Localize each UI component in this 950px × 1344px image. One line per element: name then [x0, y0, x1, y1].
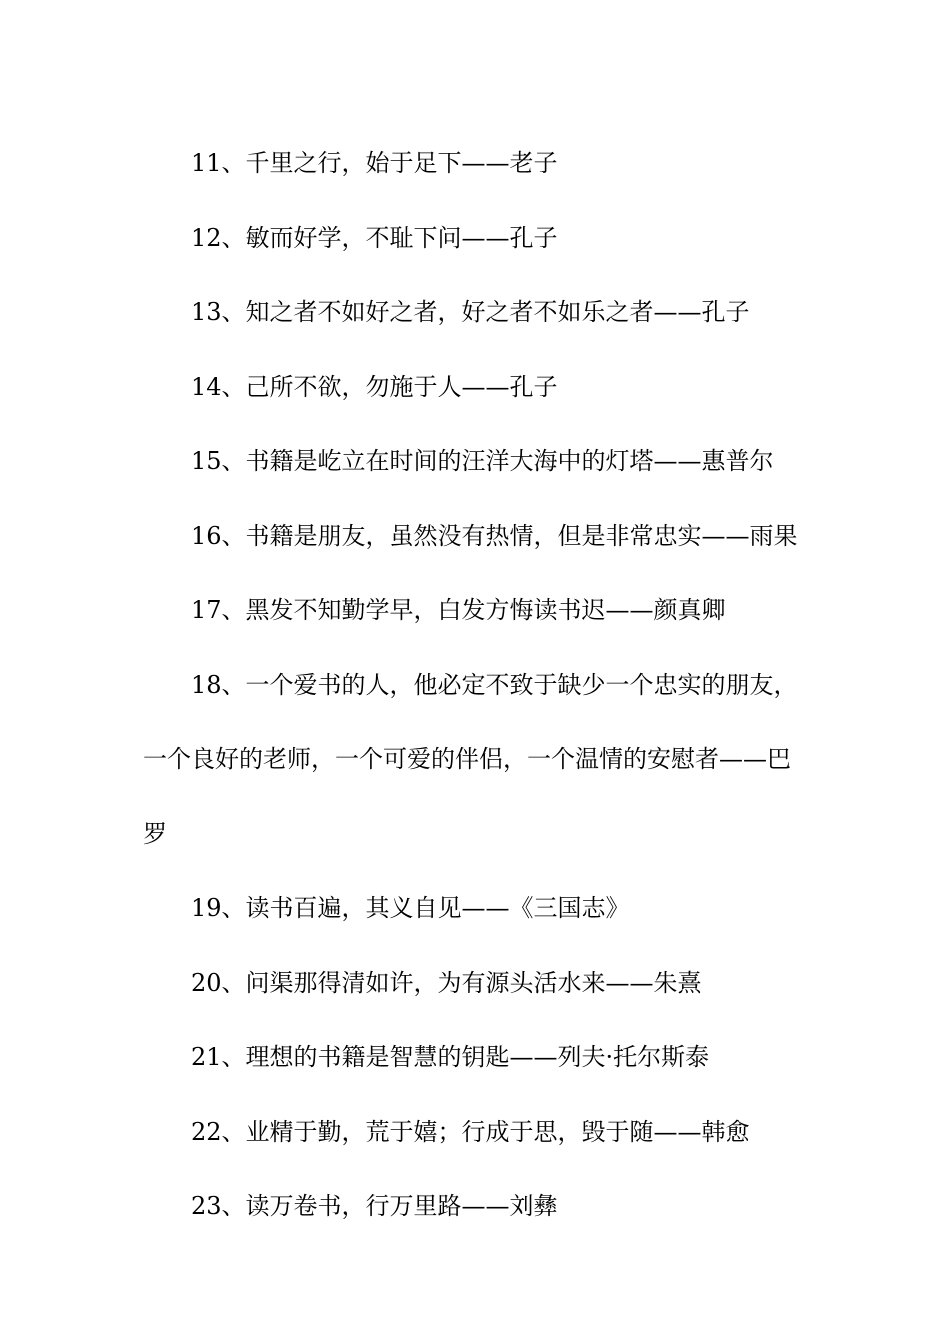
quote-list	[143, 126, 813, 1244]
quote-item: 23、读万卷书，行万里路——刘彝	[191, 1192, 558, 1220]
quote-item: 20、问渠那得清如许，为有源头活水来——朱熹	[191, 968, 702, 997]
quote-item: 19、读书百遍，其义自见——《三国志》	[191, 894, 630, 922]
quote-item: 11、千里之行，始于足下——老子	[191, 149, 558, 177]
quote-item: 15、书籍是屹立在时间的汪洋大海中的灯塔——惠普尔	[191, 447, 774, 475]
quote-item: 16、书籍是朋友，虽然没有热情，但是非常忠实——雨果	[191, 521, 798, 550]
quote-item: 21、理想的书籍是智慧的钥匙——列夫·托尔斯泰	[191, 1043, 710, 1071]
quote-item: 22、业精于勤，荒于嬉；行成于思，毁于随——韩愈	[191, 1117, 750, 1146]
quote-item: 18、一个爱书的人，他必定不致于缺少一个忠实的朋友，一个良好的老师，一个可爱的伴侣，一个温情的安慰者——巴罗	[143, 670, 798, 848]
quote-item: 12、敏而好学，不耻下问——孔子	[191, 223, 558, 252]
quote-item: 14、己所不欲，勿施于人——孔子	[191, 372, 558, 401]
quote-item: 13、知之者不如好之者，好之者不如乐之者——孔子	[191, 298, 750, 326]
quote-item: 17、黑发不知勤学早，白发方悔读书迟——颜真卿	[191, 596, 726, 624]
